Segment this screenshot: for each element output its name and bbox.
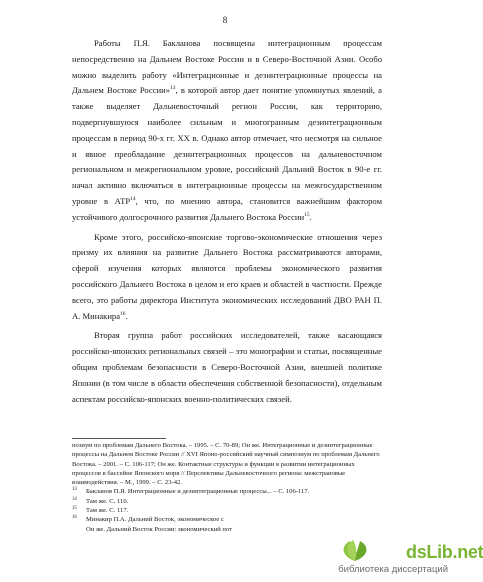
- watermark[interactable]: [318, 537, 483, 582]
- watermark-brand: dsLib.net: [406, 542, 483, 562]
- paragraph-1: [72, 36, 382, 226]
- main-text: [72, 36, 382, 407]
- footnote-text: Там же. С. 117.: [86, 507, 129, 515]
- watermark-subtitle: библиотека диссертаций: [338, 564, 448, 575]
- footnote-ref-13[interactable]: 13: [170, 85, 176, 92]
- footnote-text: Он же. Дальний Восток России: экономический пот: [86, 525, 232, 533]
- footnote-15: $^{15}$ Там же. С. 117.: [72, 505, 129, 515]
- footnote-ref-15[interactable]: 15: [304, 211, 310, 218]
- paragraph-3: [72, 328, 382, 407]
- paragraph-text: .: [125, 310, 128, 321]
- footnote-continuation: позиум по проблемам Дальнего Востока. – 1995. – С. 70-89; Он же. Интеграционные и дезинтеграционные процессы на Дальнем Востоке России // XVI Японо-российский научный симпозиум по проблемам Дальнего Востока. – 2001. – С. 106-117; Он же. Контактные структуры и функции в развитии интеграционных процессов в бассейне Японского моря // Перспективы Дальневосточного региона: межстрановые взаимодействия. – М., 1999. – С. 23-42.: [72, 442, 380, 487]
- paragraph-text: Вторая группа работ российских исследователей, также касающаяся российско-японских региональных связей – это монографии и статьи, посвященные общим проблемам безопасности в Северо-Восточной Азии, внешней политике Японии (в том числе в области обеспечения собственной безопасности), отдельным аспектам российско-японских военно-политических связей.: [72, 330, 382, 404]
- paragraph-text: , что, по мнению автора, становится важнейшим фактором устойчивого долгосрочного развития Дальнего Востока России: [72, 195, 383, 222]
- footnote-16-continued: [72, 525, 382, 534]
- paragraph-2: [72, 230, 382, 325]
- footnote-divider: [72, 438, 166, 439]
- paragraph-text: Работы П.Я. Бакланова посвящены интеграционным процессам непосредственно на Дальнем Востоке России и в Северо-Восточной Азии. Особо можно выделить работу «Интеграционные и дезинтеграционные процессы на Дальнем Востоке России»: [72, 38, 382, 96]
- page-number: 8: [222, 15, 228, 25]
- footnotes: [72, 441, 382, 534]
- footnote-14: $^{14}$ Там же. С. 110.: [72, 496, 129, 505]
- footnote-ref-14[interactable]: 14: [130, 196, 136, 203]
- footnote-text: Бакланов П.Я. Интеграционные и дезинтеграционные процессы... – С. 106-117.: [86, 488, 310, 496]
- dslib-logo-icon: [324, 537, 382, 563]
- paragraph-text: .: [309, 211, 312, 222]
- footnote-text: Минакир П.А. Дальний Восток, экономическое с: [86, 516, 224, 524]
- footnote-13: $^{13}$ Бакланов П.Я. Интеграционные и дезинтеграционные процессы... – С. 106-117.: [72, 487, 310, 496]
- footnote-16: $^{16}$ Минакир П.А. Дальний Восток, экономическое с: [72, 515, 224, 524]
- paragraph-text: , в которой автор дает понятие упомянутых явлений, а также выделяет Дальневосточный регион России, как территорию, подвергнувшуюся наиболее сильным и многогранным дезинтеграционным процессам в период 90-х гг. XX в. Однако автор отмечает, что несмотря на сильное и явное преобладание дезинтеграционных процессов на дальневосточном региональном и межрегиональном уровне, российский Дальний Восток в 90-е гг. начал активно включаться в интеграционные процессы на межгосударственном уровне в АТР: [72, 85, 382, 206]
- paragraph-text: Кроме этого, российско-японские торгово-экономические отношения через призму их влияния на развитие Дальнего Востока рассматриваются авторами, сферой изучения которых являются проблемы экономического развития российского Дальнего Востока в целом и его краев и областей в частности. Прежде всего, это работы директора Института экономических исследований ДВО РАН П. А. Минакира: [72, 231, 382, 321]
- footnote-text: Там же. С. 110.: [86, 497, 129, 505]
- footnote-ref-16[interactable]: 16: [120, 310, 126, 317]
